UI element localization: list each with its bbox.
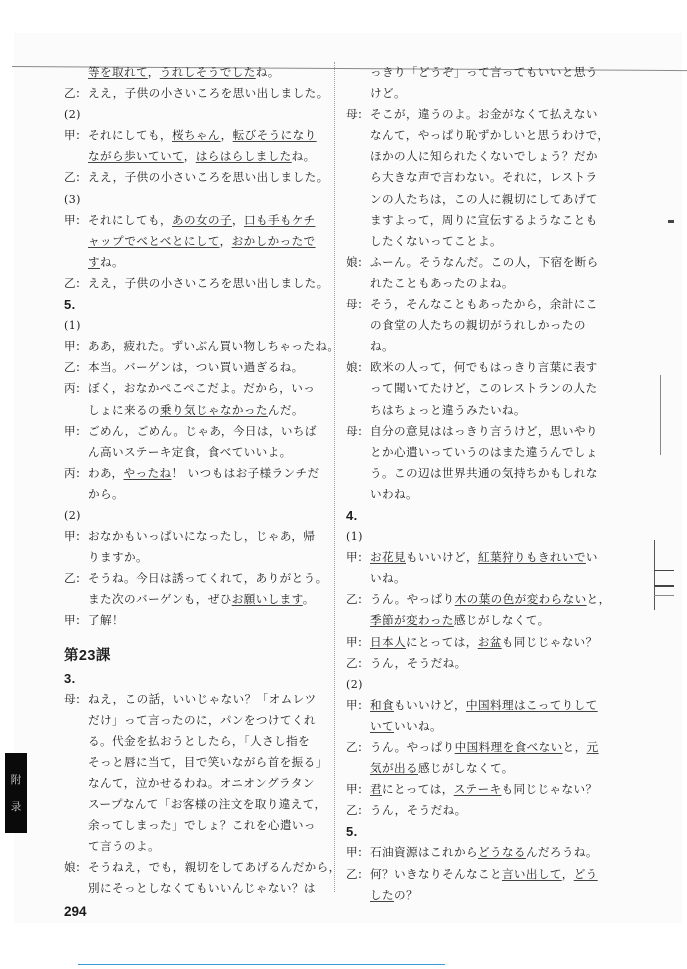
dialogue-line [346,104,604,125]
dialogue-line [346,653,604,674]
underlined-phrase: 乗り気じゃなかった [159,402,268,417]
dialogue-line [64,273,332,294]
dialogue-continuation [346,463,604,484]
dialogue-text: いわね。 [370,486,418,501]
dialogue-continuation [346,758,604,779]
dialogue-continuation [346,231,604,252]
dialogue-text: と， [586,592,611,607]
underlined-phrase: 中国料理はこってりして [465,697,598,712]
dialogue-line [64,857,341,878]
dialogue-text: んだろうね。 [525,845,598,860]
dialogue-text: うん，そうだね。 [370,655,467,670]
dialogue-continuation [64,589,332,610]
dialogue-text: れたこともあったのよね。 [370,275,514,290]
speaker-label: 娘: [346,254,363,269]
dialogue-continuation [346,62,604,83]
dialogue-text: ンの人たちは，この人に親切にしてあげて [370,191,598,206]
lesson-heading: 第23課 [64,647,111,664]
section-number: 4. [346,507,358,523]
speaker-label: 乙: [64,275,81,290]
dialogue-text: ね。 [291,149,316,164]
right-column [346,62,611,906]
dialogue-line [346,842,604,863]
dialogue-text: 自分の意見ははっきり言うけど，思いやり [370,423,598,438]
dialogue-text: ， [231,212,244,227]
dialogue-text: ん高いステーキ定食，食べていいよ。 [88,444,292,459]
section-number: 5. [346,824,358,840]
dialogue-text: けど。 [370,86,406,101]
dialogue-text: ええ，子供の小さいころを思い出しました。 [88,275,329,290]
dialogue-line [346,294,604,315]
underlined-phrase: 君 [370,782,382,797]
accent-rule [78,964,445,965]
dialogue-text: ますよって，周りに宣伝するようなことも [370,212,598,227]
dialogue-text: から。 [88,486,124,501]
dialogue-continuation [64,484,332,505]
underlined-phrase: す [88,254,100,269]
dialogue-continuation [346,83,604,104]
dialogue-line [64,463,332,484]
dialogue-continuation [64,252,332,273]
dialogue-text: ええ，子供の小さいころを思い出しました。 [88,86,329,101]
dialogue-line [64,167,332,188]
underlined-phrase: ャップでべとべとにして [88,233,220,248]
dialogue-continuation [346,716,604,737]
speaker-label: 甲: [64,128,81,143]
dialogue-line [346,864,604,885]
subsection-label: (3) [64,192,81,206]
dialogue-text: の食堂の人たちの親切がうれしかったの [370,318,586,333]
dialogue-text: そうねえ，でも，親切をしてあげるんだから， [88,860,341,875]
dialogue-continuation [346,167,604,188]
side-tab-char-1: 附 [10,774,22,786]
dialogue-text: ！ いつもはお子様ランチだ [171,465,320,480]
dialogue-text: ね。 [255,65,280,79]
dialogue-continuation [346,146,604,167]
speaker-label: 乙: [346,866,363,881]
dialogue-continuation [64,878,332,899]
dialogue-text: もいいけど， [405,550,478,565]
section-number: 5. [64,297,76,313]
speaker-label: 乙: [64,86,81,101]
dialogue-text: ね。 [370,339,394,354]
dialogue-text: もいいけど， [394,697,466,712]
dialogue-text: 感じがしなくて。 [453,613,550,628]
dialogue-continuation [346,210,604,231]
dialogue-line [64,357,332,378]
dialogue-continuation [346,400,604,421]
speaker-label: 甲: [64,423,81,438]
speaker-label: 甲: [64,339,81,354]
underlined-phrase: 等を取れて [88,65,148,79]
dialogue-text: 余ってしまった」でしょ？これを心遣いっ [88,818,316,833]
dialogue-text: スープなんて「お客様の注文を取り違えて， [88,797,327,812]
page-number: 294 [64,904,87,919]
underlined-phrase: どう [573,866,598,881]
speaker-label: 甲: [346,697,363,712]
dialogue-continuation [64,815,332,836]
dialogue-line [64,83,332,104]
underlined-phrase: あの女の子 [171,212,232,227]
dialogue-continuation [346,189,604,210]
dialogue-text: 何？いきなりそんなこと [370,866,502,881]
dialogue-text: ね。 [100,254,124,269]
dialogue-text: ええ，子供の小さいころを思い出しました。 [88,170,329,185]
dialogue-text: ， [147,65,160,79]
speaker-label: 乙: [64,360,81,375]
subsection-label: (2) [64,508,81,522]
dialogue-text: しょに来るの [88,402,160,417]
dialogue-text: ねえ，この話，いいじゃない？「オムレツ [88,691,317,706]
speaker-label: 娘: [346,360,363,375]
underlined-phrase: いて [370,718,394,733]
column-divider [334,62,335,892]
speaker-label: 乙: [64,170,81,185]
dialogue-text: にとっては， [405,634,478,649]
speaker-label: 乙: [346,740,363,754]
underlined-phrase: 元 [586,740,599,754]
dialogue-text: 。 [302,592,315,607]
dialogue-text: う。この辺は世界共通の気持ちかもしれな [370,465,598,480]
dialogue-text: ， [220,128,233,143]
dialogue-continuation [346,484,604,505]
dialogue-continuation [64,794,332,815]
dialogue-continuation [346,315,604,336]
dialogue-continuation [64,773,332,794]
underlined-phrase: ステーキ [453,782,502,797]
dialogue-continuation [346,273,604,294]
underlined-phrase: 言い出して [501,866,562,881]
dialogue-text: いいね。 [394,718,442,733]
underlined-phrase: 木の葉の色が変わらない [454,592,587,607]
dialogue-text: ぼく，おなかぺこぺこだよ。だから，いっ [88,381,316,396]
dialogue-line [64,336,340,357]
dialogue-continuation [346,378,604,399]
dialogue-continuation [64,146,332,167]
dialogue-text: それにしても， [88,128,172,143]
speaker-label: 甲: [64,529,81,544]
scan-margin-top [0,0,687,33]
underlined-phrase: ながら歩いていて [88,149,184,164]
dialogue-continuation [346,125,610,146]
speaker-label: 甲: [346,845,363,860]
dialogue-line [346,737,604,758]
underlined-phrase: おかしかったで [231,233,316,248]
dialogue-continuation [64,752,332,773]
dialogue-line [346,589,611,610]
dialogue-line [346,800,604,821]
dialogue-line [64,689,332,710]
dialogue-continuation [64,731,332,752]
dialogue-text: ちはちょっと違うみたいね。 [370,402,526,417]
dialogue-line [346,779,604,800]
speaker-label: 甲: [346,634,363,649]
speaker-label: 母: [64,691,81,706]
dialogue-text: ほかの人に知られたくないでしょう？だか [370,149,598,164]
side-tab-char-2: 录 [10,801,22,813]
dialogue-continuation [346,336,604,357]
dialogue-text: の？ [394,887,418,902]
dialogue-continuation [346,442,604,463]
speaker-label: 甲: [64,613,81,628]
underlined-phrase: はらはらしました [195,149,292,164]
dialogue-text: 石油資源はこれから [370,845,478,860]
underlined-phrase: うれしそうでした [159,65,256,79]
speaker-label: 乙: [64,571,81,586]
underlined-phrase: お花見 [370,550,406,565]
dialogue-text: わあ， [88,465,124,480]
dialogue-line [64,378,332,399]
scan-edge-artifacts [640,200,680,630]
dialogue-line [64,610,332,631]
dialogue-text: っきり「どうぞ」って言ってもいいと思う [370,65,598,79]
speaker-label: 甲: [346,550,363,565]
dialogue-continuation [64,442,332,463]
dialogue-line [64,568,332,589]
underlined-phrase: 口も手もケチ [243,212,316,227]
underlined-phrase: した [370,887,394,902]
speaker-label: 乙: [346,655,363,670]
dialogue-text: そうね。今日は誘ってくれて，ありがとう。 [88,571,328,586]
dialogue-text: とか心遣いっていうのはまた違うんでしょ [370,444,598,459]
speaker-label: 乙: [346,803,363,818]
subsection-label: (1) [346,530,363,544]
dialogue-line [64,210,332,231]
dialogue-continuation [346,610,604,631]
underlined-phrase: 紅葉狩りもきれいで [477,550,586,565]
dialogue-text: うん。やっぱり [370,592,455,607]
speaker-label: 母: [346,423,363,438]
dialogue-text: る。代金を払おうとしたら，「人さし指を [88,733,311,748]
dialogue-text: ら大きな声で言わない。それに，レストラ [370,170,598,185]
dialogue-text: だけ」って言ったのに，パンをつけてくれ [88,712,316,727]
dialogue-continuation [64,710,332,731]
underlined-phrase: 季節が変わった [370,613,454,628]
subsection-label: (1) [64,319,81,333]
underlined-phrase: お願いします [231,592,303,607]
underlined-phrase: 和食 [370,697,394,712]
appendix-side-tab [5,753,27,833]
dialogue-text: りますか。 [88,550,148,565]
dialogue-text: 欧米の人って，何でもはっきり言葉に表す [370,360,598,375]
dialogue-text: そう，そんなこともあったから，余計にこ [370,297,598,312]
dialogue-text: んだ。 [267,402,304,417]
dialogue-text: い [585,550,598,565]
dialogue-text: 了解！ [88,613,124,628]
left-column [64,62,341,900]
speaker-label: 丙: [64,465,81,480]
dialogue-text: なんて，泣かせるわね。オニオングラタン [88,776,315,790]
underlined-phrase: 転びそうになり [232,128,317,143]
dialogue-line [346,695,604,716]
dialogue-text: うん。やっぱり [370,740,455,754]
subsection-label: (2) [346,677,363,691]
dialogue-text: それにしても， [88,212,172,227]
speaker-label: 娘: [64,860,81,875]
dialogue-text: も同じじゃない？ [501,634,598,649]
dialogue-text: って聞いてたけど，このレストランの人た [370,381,598,396]
dialogue-line [346,547,604,568]
speaker-label: 母: [346,297,363,312]
underlined-phrase: 気が出る [370,761,418,776]
dialogue-line [64,125,332,146]
dialogue-line [346,421,604,442]
underlined-phrase: お盆 [477,634,502,649]
section-number: 3. [64,670,76,686]
dialogue-continuation [346,568,604,589]
dialogue-line [346,357,604,378]
dialogue-text: にとっては， [382,782,454,797]
dialogue-text: 別にそっとしなくてもいいんじゃない？は [88,881,316,896]
speaker-label: 甲: [346,782,363,797]
underlined-phrase: やったね [123,465,172,480]
dialogue-text: て言うのよ。 [88,839,160,854]
dialogue-continuation [64,62,332,83]
dialogue-continuation [64,547,332,568]
dialogue-line [346,632,604,653]
dialogue-text: おなかもいっぱいになったし，じゃあ，帰 [88,529,316,544]
dialogue-text: ごめん，ごめん。じゃあ，今日は，いちば [88,423,317,438]
underlined-phrase: 桜ちゃん [171,128,221,143]
dialogue-line [64,421,332,442]
dialogue-continuation [346,885,604,906]
dialogue-text: ああ，疲れた。ずいぶん買い物しちゃったね。 [88,339,340,354]
dialogue-text: ， [183,149,196,164]
underlined-phrase: 日本人 [370,634,406,649]
dialogue-text: そこが，違うのよ。お金がなくて払えない [370,107,598,122]
dialogue-text: いね。 [370,571,406,586]
dialogue-text: 本当。バーゲンは，つい買い過ぎるね。 [88,360,304,375]
speaker-label: 丙: [64,381,81,396]
dialogue-text: も同じじゃない？ [501,782,598,797]
dialogue-text: したくないってことよ。 [370,233,502,248]
speaker-label: 乙: [346,592,363,607]
speaker-label: 母: [346,107,363,122]
dialogue-text: ， [219,233,232,248]
dialogue-continuation [64,400,332,421]
dialogue-continuation [64,836,332,857]
dialogue-text: ふーん。そうなんだ。この人，下宿を断ら [370,254,599,269]
dialogue-text: うん，そうだね。 [370,803,467,818]
dialogue-line [346,252,604,273]
dialogue-text: また次のバーゲンも，ぜひ [88,592,232,607]
dialogue-text: そっと唇に当て，目で笑いながら首を振る」 [88,754,328,769]
dialogue-continuation [64,231,332,252]
underlined-phrase: どうなる [477,845,526,860]
dialogue-text: ， [561,866,574,881]
dialogue-text: と， [562,740,587,754]
dialogue-line [64,526,332,547]
dialogue-text: 感じがしなくて。 [417,761,514,776]
subsection-label: (2) [64,108,81,122]
speaker-label: 甲: [64,212,81,227]
dialogue-text: なんて，やっぱり恥ずかしいと思うわけで， [370,128,610,143]
underlined-phrase: 中国料理を食べない [454,740,563,754]
